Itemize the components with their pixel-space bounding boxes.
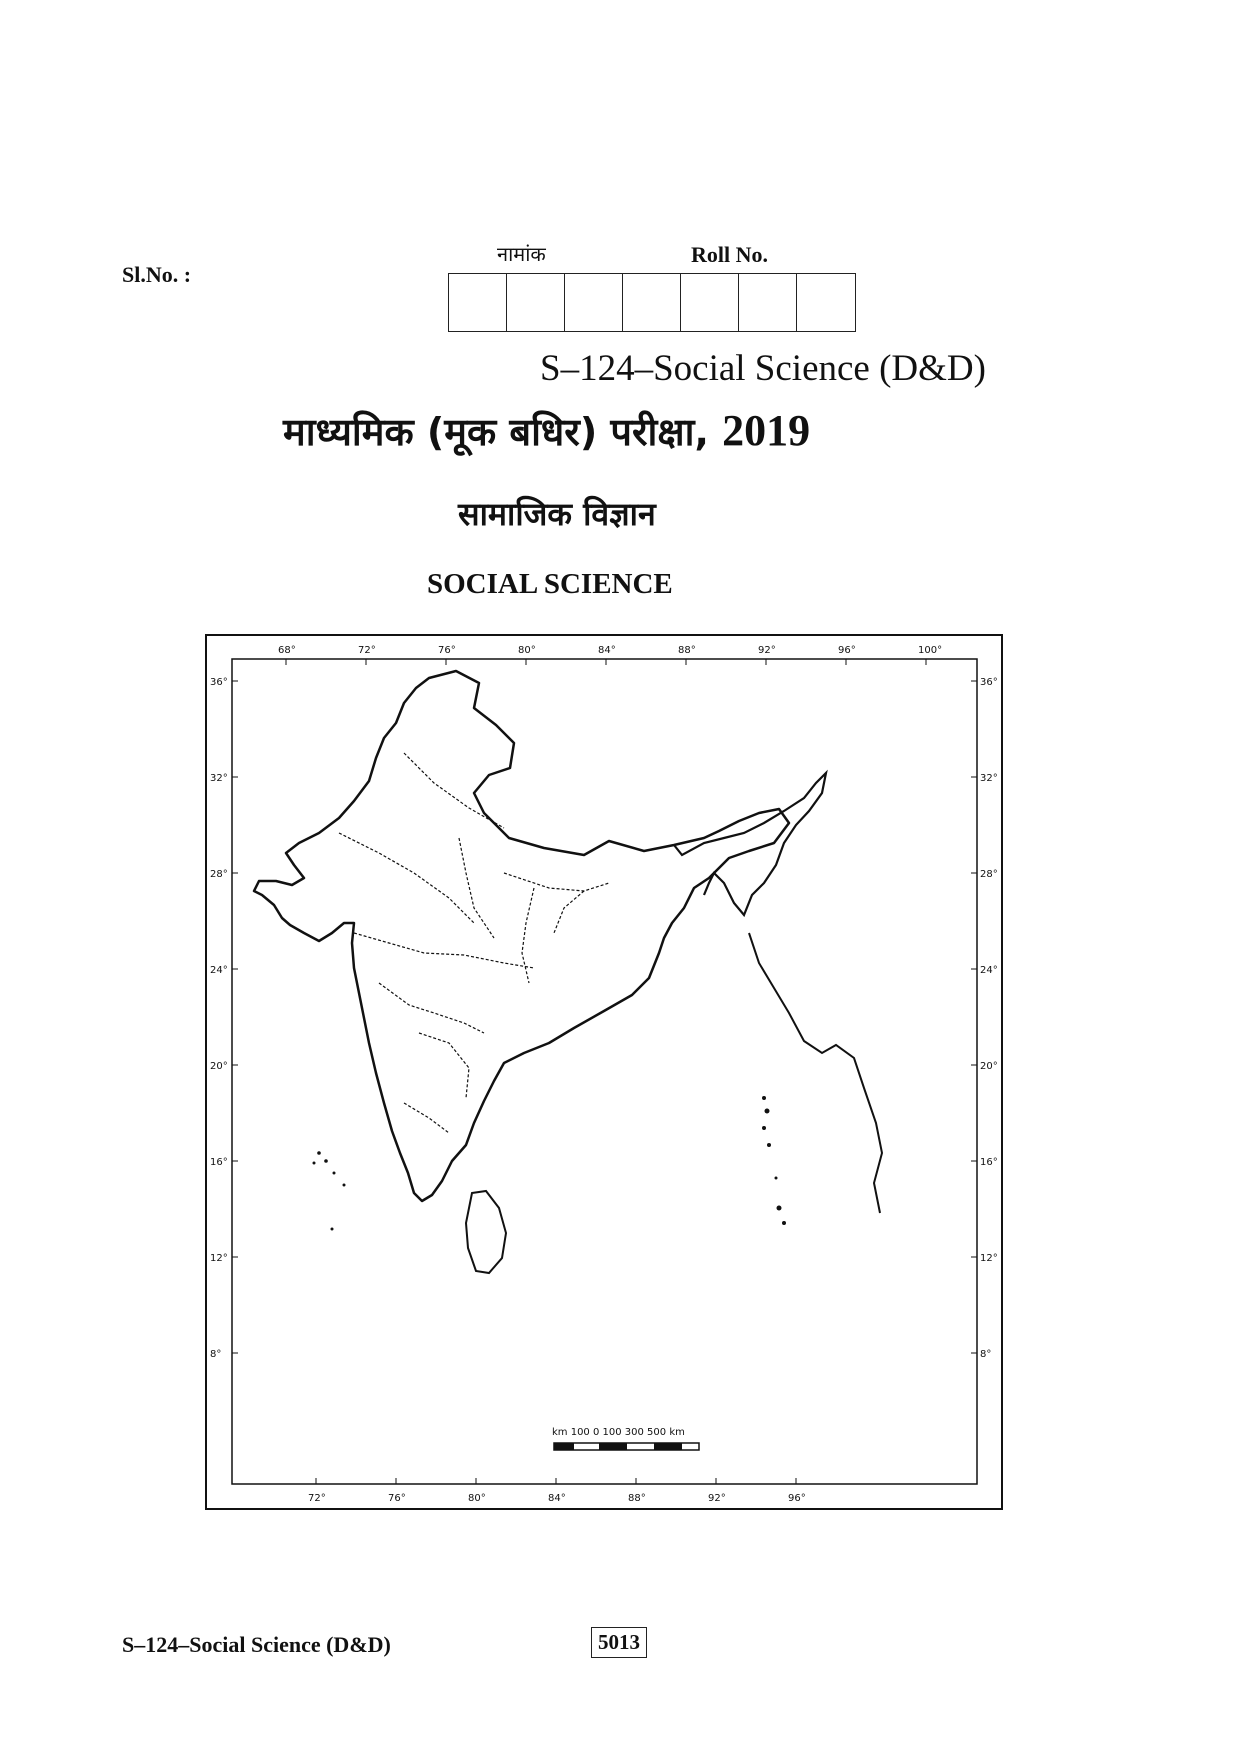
serial-number-label: Sl.No. : — [122, 262, 192, 287]
right-latitude-label: 32° — [980, 773, 998, 784]
right-latitude-label: 20° — [980, 1061, 998, 1072]
india-outline — [254, 671, 789, 1201]
exam-title-hindi — [283, 405, 810, 457]
exam-title-hindi-text: माध्यमिक (मूक बधिर) परीक्षा, — [283, 410, 709, 454]
left-latitude-label: 32° — [210, 773, 228, 784]
state-boundaries — [339, 753, 609, 1133]
left-latitude-labels — [210, 677, 238, 1360]
namank-label: नामांक — [497, 242, 546, 266]
top-longitude-label: 100° — [918, 645, 943, 656]
bottom-longitude-label: 72° — [308, 1493, 326, 1504]
map-inner-frame — [232, 659, 977, 1484]
roll-digit-box[interactable] — [681, 274, 739, 331]
left-latitude-label: 8° — [210, 1349, 222, 1360]
northeast-outline — [674, 773, 826, 915]
footer-subject-code: S–124–Social Science (D&D) — [122, 1632, 391, 1657]
top-longitude-label: 80° — [518, 645, 536, 656]
bottom-longitude-label: 92° — [708, 1493, 726, 1504]
top-longitude-label: 68° — [278, 645, 296, 656]
scale-bar — [554, 1443, 699, 1450]
sri-lanka-outline — [466, 1191, 506, 1273]
left-latitude-label: 36° — [210, 677, 228, 688]
top-longitude-labels — [278, 645, 942, 665]
roll-digit-box[interactable] — [449, 274, 507, 331]
top-longitude-label: 92° — [758, 645, 776, 656]
bottom-longitude-label: 80° — [468, 1493, 486, 1504]
left-latitude-label: 20° — [210, 1061, 228, 1072]
left-latitude-label: 24° — [210, 965, 228, 976]
right-latitude-label: 12° — [980, 1253, 998, 1264]
roll-digit-box[interactable] — [797, 274, 855, 331]
subject-title-english: SOCIAL SCIENCE — [427, 568, 673, 600]
top-longitude-label: 84° — [598, 645, 616, 656]
top-longitude-label: 72° — [358, 645, 376, 656]
right-latitude-label: 28° — [980, 869, 998, 880]
bottom-longitude-label: 76° — [388, 1493, 406, 1504]
top-longitude-label: 88° — [678, 645, 696, 656]
right-latitude-label: 8° — [980, 1349, 992, 1360]
map-svg — [204, 633, 1004, 1511]
bottom-longitude-label: 96° — [788, 1493, 806, 1504]
left-latitude-label: 12° — [210, 1253, 228, 1264]
lakshadweep-islands — [313, 1151, 346, 1230]
roll-digit-box[interactable] — [565, 274, 623, 331]
right-latitude-label: 16° — [980, 1157, 998, 1168]
roll-digit-box[interactable] — [623, 274, 681, 331]
left-latitude-label: 16° — [210, 1157, 228, 1168]
left-latitude-label: 28° — [210, 869, 228, 880]
bottom-longitude-label: 84° — [548, 1493, 566, 1504]
bottom-longitude-label: 88° — [628, 1493, 646, 1504]
roll-digit-box[interactable] — [507, 274, 565, 331]
roll-digit-box[interactable] — [739, 274, 797, 331]
india-outline-map — [204, 633, 1004, 1511]
subject-title-hindi: सामाजिक विज्ञान — [458, 495, 656, 533]
top-longitude-label: 96° — [838, 645, 856, 656]
exam-year: 2019 — [722, 406, 811, 455]
scale-label: km 100 0 100 300 500 km — [552, 1427, 685, 1438]
footer-page-code: 5013 — [591, 1627, 647, 1658]
right-latitude-label: 24° — [980, 965, 998, 976]
bottom-longitude-labels — [308, 1478, 806, 1504]
myanmar-coast — [749, 933, 882, 1213]
roll-number-boxes — [448, 273, 856, 332]
andaman-islands — [762, 1096, 786, 1225]
subject-code-title: S–124–Social Science (D&D) — [540, 348, 986, 389]
right-latitude-labels — [971, 677, 998, 1360]
right-latitude-label: 36° — [980, 677, 998, 688]
roll-no-label: Roll No. — [691, 242, 768, 267]
top-longitude-label: 76° — [438, 645, 456, 656]
map-outer-frame — [206, 635, 1002, 1509]
